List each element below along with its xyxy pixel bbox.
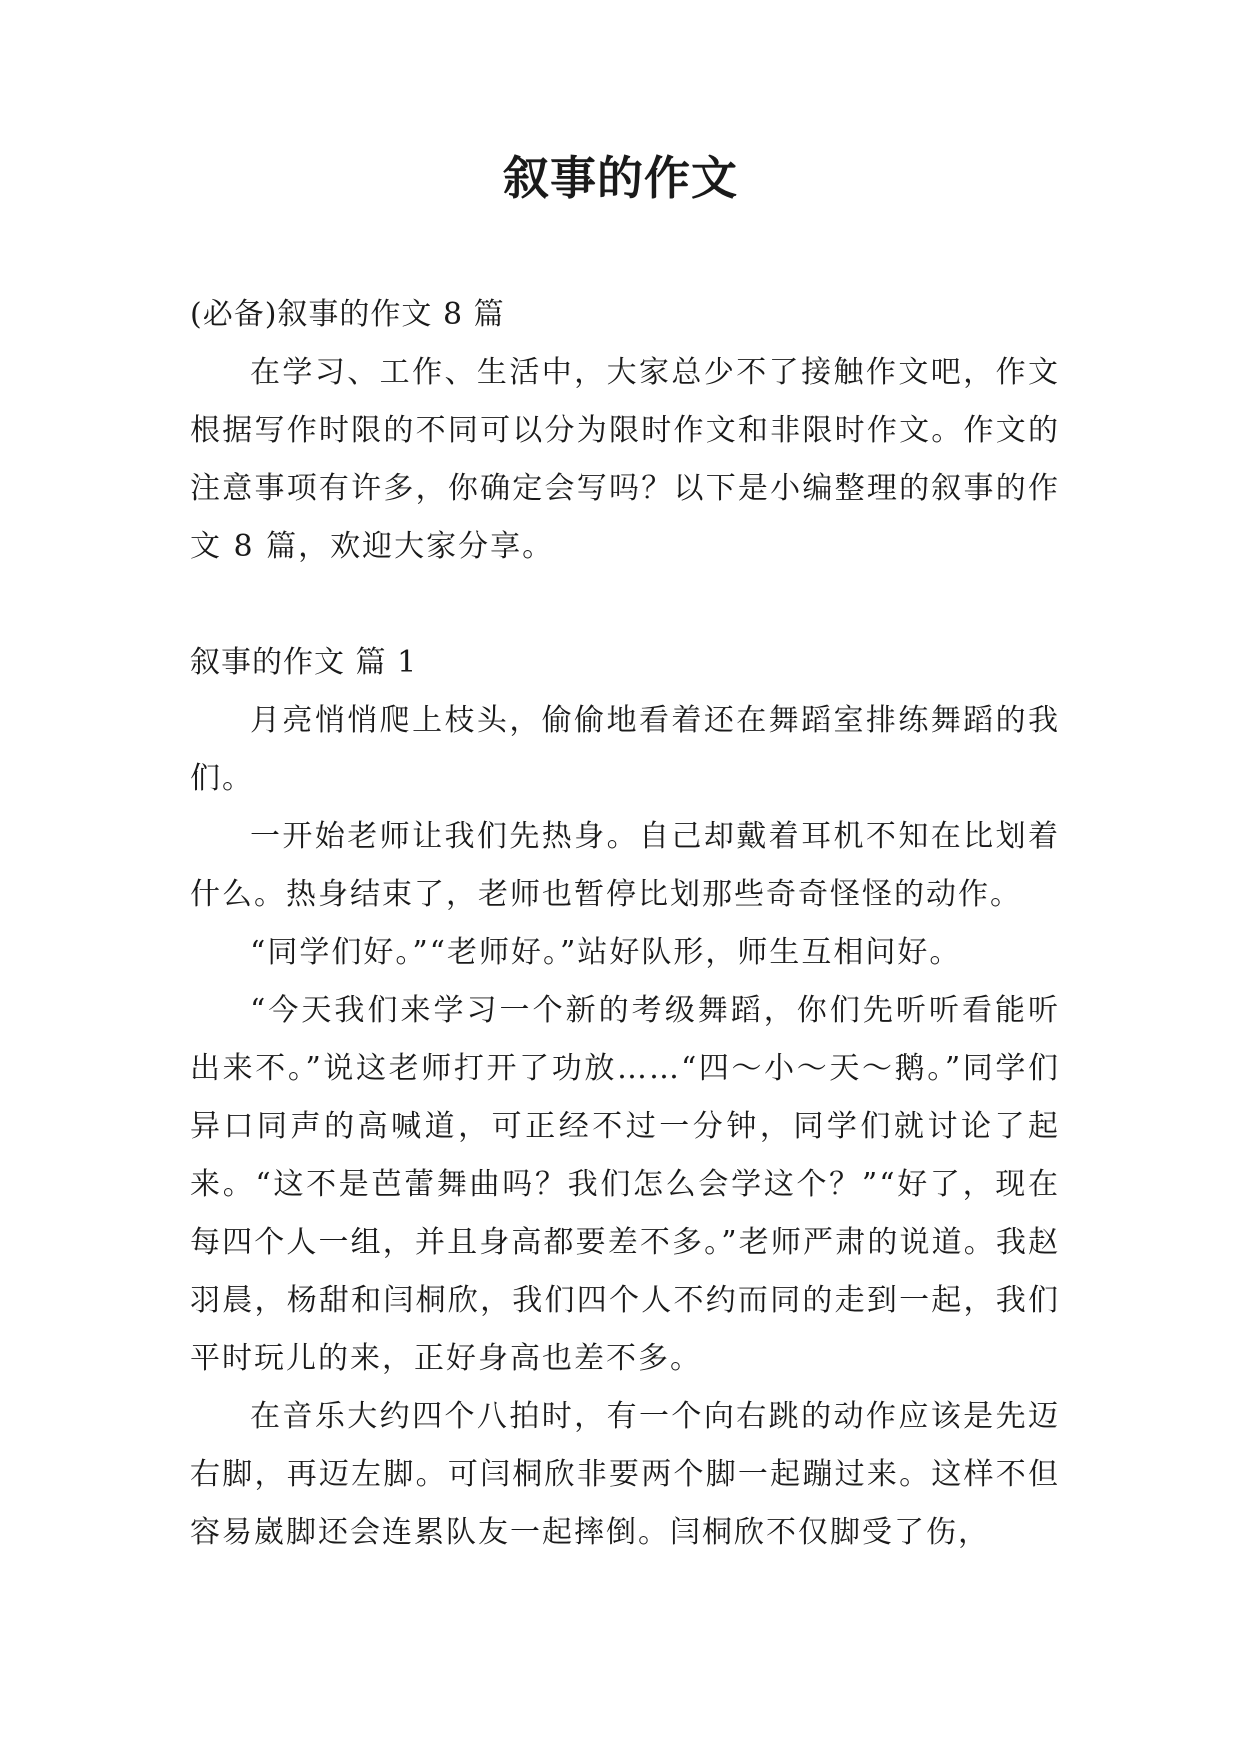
document-subtitle: (必备)叙事的作文 8 篇 xyxy=(190,297,505,332)
body-paragraph: “今天我们来学习一个新的考级舞蹈，你们先听听看能听出来不。”说这老师打开了功放……“四～小～天～鹅。”同学们异口同声的高喊道，可正经不过一分钟，同学们就讨论了起来。“这不是芭蕾舞曲吗？我们怎么会学这个？”“好了，现在每四个人一组，并且身高都要差不多。”老师严肃的说道。我赵羽晨，杨甜和闫桐欣，我们四个人不约而同的走到一起，我们平时玩儿的来，正好身高也差不多。 xyxy=(190,993,1060,1376)
section-heading: 叙事的作文 篇 1 xyxy=(190,645,418,680)
intro-paragraph: 在学习、工作、生活中，大家总少不了接触作文吧，作文根据写作时限的不同可以分为限时作文和非限时作文。作文的注意事项有许多，你确定会写吗？以下是小编整理的叙事的作文 8 篇，欢迎大家分享。 xyxy=(190,355,1060,564)
document-body xyxy=(190,286,1060,1562)
document-title: 叙事的作文 xyxy=(503,151,738,205)
body-paragraph: “同学们好。”“老师好。”站好队形，师生互相问好。 xyxy=(250,935,962,970)
body-paragraph: 月亮悄悄爬上枝头，偷偷地看着还在舞蹈室排练舞蹈的我们。 xyxy=(190,703,1060,796)
body-paragraph: 在音乐大约四个八拍时，有一个向右跳的动作应该是先迈右脚，再迈左脚。可闫桐欣非要两个脚一起蹦过来。这样不但容易崴脚还会连累队友一起摔倒。闫桐欣不仅脚受了伤， xyxy=(190,1399,1060,1550)
body-paragraph: 一开始老师让我们先热身。自己却戴着耳机不知在比划着什么。热身结束了，老师也暂停比划那些奇奇怪怪的动作。 xyxy=(190,819,1060,912)
